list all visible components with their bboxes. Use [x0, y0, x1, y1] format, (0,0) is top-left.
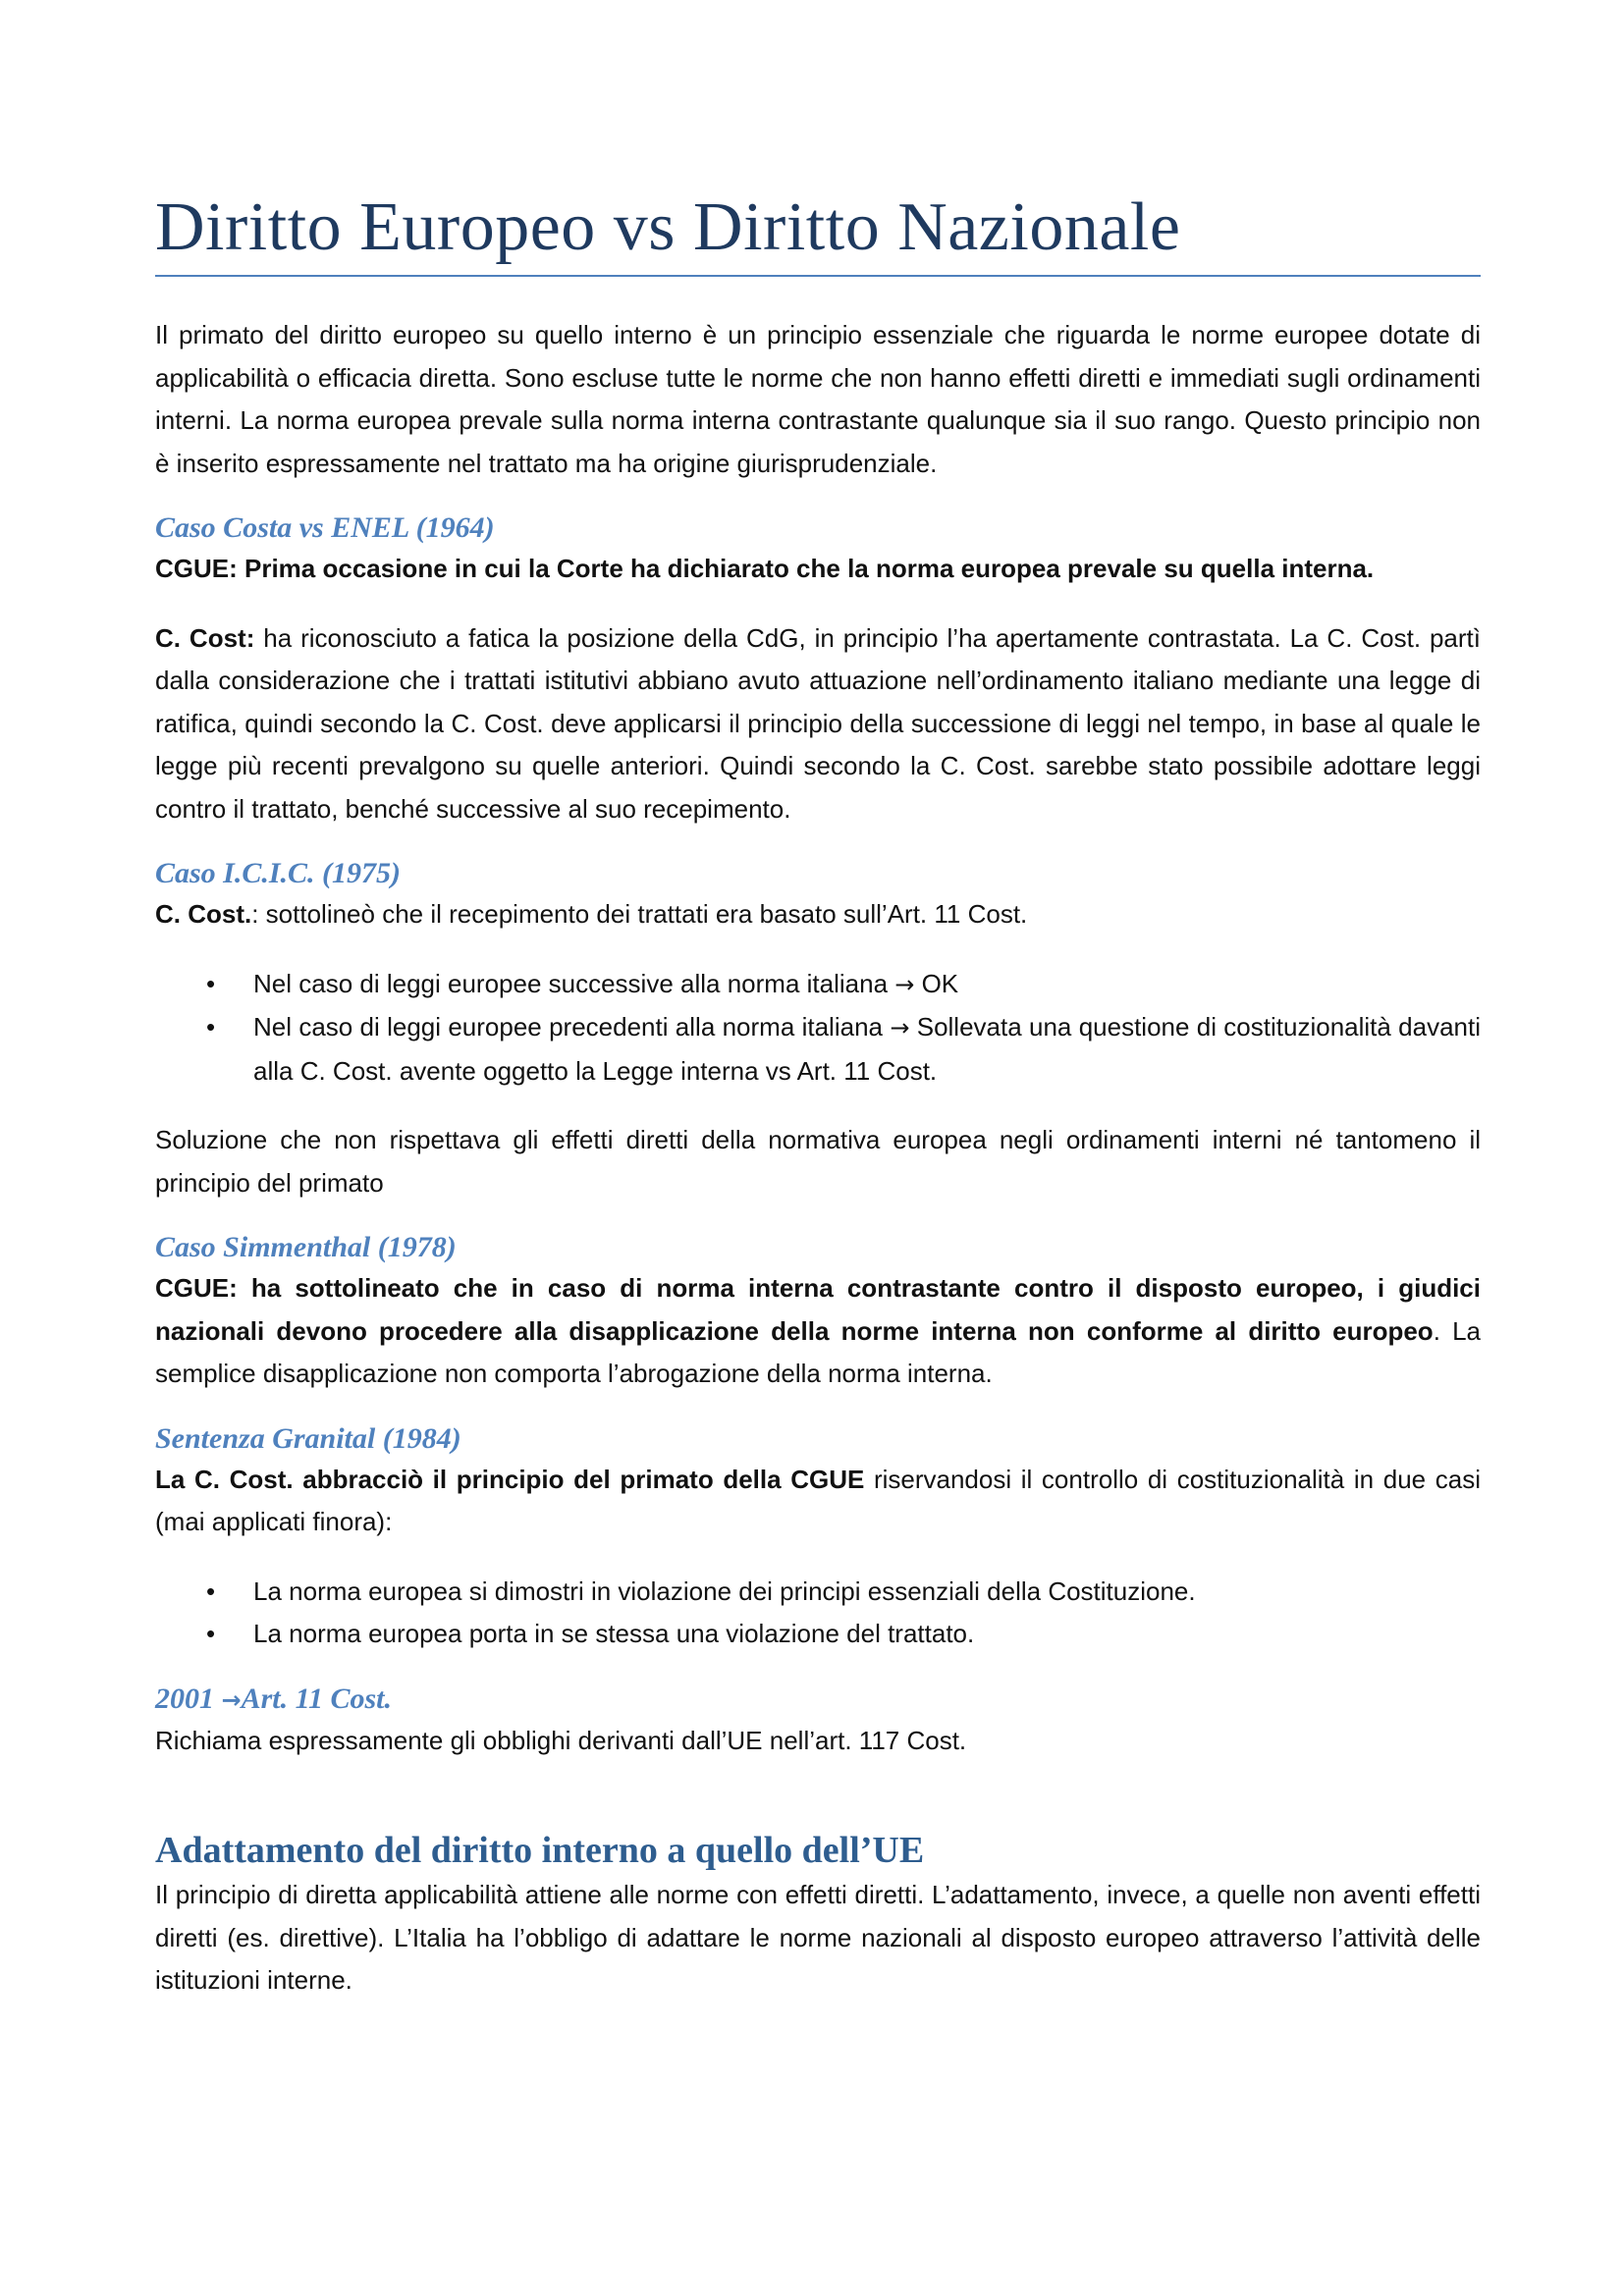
list-item: • La norma europea si dimostri in violazione dei principi essenziali della Costituzione. — [253, 1571, 1481, 1614]
costa-ccost-label: C. Cost: — [155, 622, 255, 653]
document-title: Diritto Europeo vs Diritto Nazionale — [155, 187, 1481, 277]
list-item — [253, 963, 1481, 1007]
art11-heading-rest: Art. 11 Cost. — [241, 1682, 392, 1715]
granital-paragraph — [155, 1459, 1481, 1544]
costa-cgue-text: CGUE: Prima occasione in cui la Corte ha dichiarato che la norma europea prevale su quella interna. — [155, 554, 1375, 583]
document-page — [155, 187, 1481, 2002]
icic-ccost-text: : sottolineò che il recepimento dei trattati era basato sull’Art. 11 Cost. — [251, 899, 1028, 929]
arrow-icon: → — [890, 1014, 910, 1041]
art11-paragraph: Richiama espressamente gli obblighi derivanti dall’UE nell’art. 117 Cost. — [155, 1725, 967, 1755]
adattamento-heading: Adattamento del diritto interno a quello dell’UE — [155, 1830, 925, 1871]
bullet-text: OK — [914, 968, 959, 998]
granital-bullet-list — [155, 1571, 1481, 1656]
bullet-text: Nel caso di leggi europee precedenti alla norma italiana — [253, 1012, 891, 1041]
arrow-icon: → — [894, 970, 915, 998]
icic-ccost-paragraph — [155, 893, 1481, 936]
simmenthal-rest-text: . La semplice disapplicazione non comporta l’abrogazione della norma interna. — [155, 1315, 1482, 1388]
simmenthal-bold-text: CGUE: ha sottolineato che in caso di norma interna contrastante contro il disposto europeo, i giudici nazionali devono procedere alla disapplicazione della norme interna non conforme al diritto europeo — [155, 1273, 1481, 1346]
bullet-text: Sollevata una questione di costituzionalità davanti alla C. Cost. avente oggetto la Legge interna vs Art. 11 Cost. — [253, 1012, 1481, 1086]
adattamento-paragraph: Il principio di diretta applicabilità attiene alle norme con effetti diretti. L’adattamento, invece, a quelle non aventi effetti diretti (es. direttive). L’Italia ha l’obbligo di adattare le norme nazionali al disposto europeo attraverso l’attività delle istituzioni interne. — [155, 1880, 1481, 1995]
costa-ccost-text: ha riconosciuto a fatica la posizione della CdG, in principio l’ha apertamente contrastata. La C. Cost. partì dalla considerazione che i trattati istitutivi abbiano avuto attuazione nell’ordinamento italiano mediante una legge di ratifica, quindi secondo la C. Cost. deve applicarsi il principio della successione di leggi nel tempo, in base al quale le legge più recenti prevalgono su quelle anteriori. Quindi secondo la C. Cost. sarebbe stato possibile adottare leggi contro il trattato, benché successive al suo recepimento. — [155, 622, 1481, 824]
costa-cgue-paragraph — [155, 548, 1481, 591]
art11-heading — [155, 1680, 1481, 1720]
icic-ccost-label: C. Cost. — [155, 899, 252, 929]
granital-heading: Sentenza Granital (1984) — [155, 1421, 461, 1455]
bullet-text: Nel caso di leggi europee successive alla norma italiana — [253, 968, 895, 998]
simmenthal-paragraph — [155, 1267, 1481, 1396]
simmenthal-heading: Caso Simmenthal (1978) — [155, 1231, 457, 1263]
icic-bullet-list — [155, 963, 1481, 1094]
costa-ccost-paragraph — [155, 617, 1481, 831]
granital-rest-text: riservandosi il controllo di costituzionalità in due casi (mai applicati finora): — [155, 1464, 1481, 1536]
list-item — [253, 1006, 1481, 1093]
granital-bold-text: La C. Cost. abbracciò il principio del primato della CGUE — [155, 1464, 865, 1494]
arrow-icon: → — [221, 1685, 242, 1714]
intro-paragraph: Il primato del diritto europeo su quello interno è un principio essenziale che riguarda le norme europee dotate di applicabilità o efficacia diretta. Sono escluse tutte le norme che non hanno effetti diretti e immediati sugli ordinamenti interni. La norma europea prevale sulla norma interna contrastante qualunque sia il suo rango. Questo principio non è inserito espressamente nel trattato ma ha origine giurisprudenziale. — [155, 320, 1481, 478]
icic-heading: Caso I.C.I.C. (1975) — [155, 857, 402, 889]
costa-heading: Caso Costa vs ENEL (1964) — [155, 511, 495, 544]
list-item: • La norma europea porta in se stessa una violazione del trattato. — [253, 1613, 1481, 1656]
icic-conclusion: Soluzione che non rispettava gli effetti diretti della normativa europea negli ordinamenti interni né tantomeno il principio del primato — [155, 1125, 1481, 1198]
art11-heading-year: 2001 — [155, 1682, 222, 1715]
